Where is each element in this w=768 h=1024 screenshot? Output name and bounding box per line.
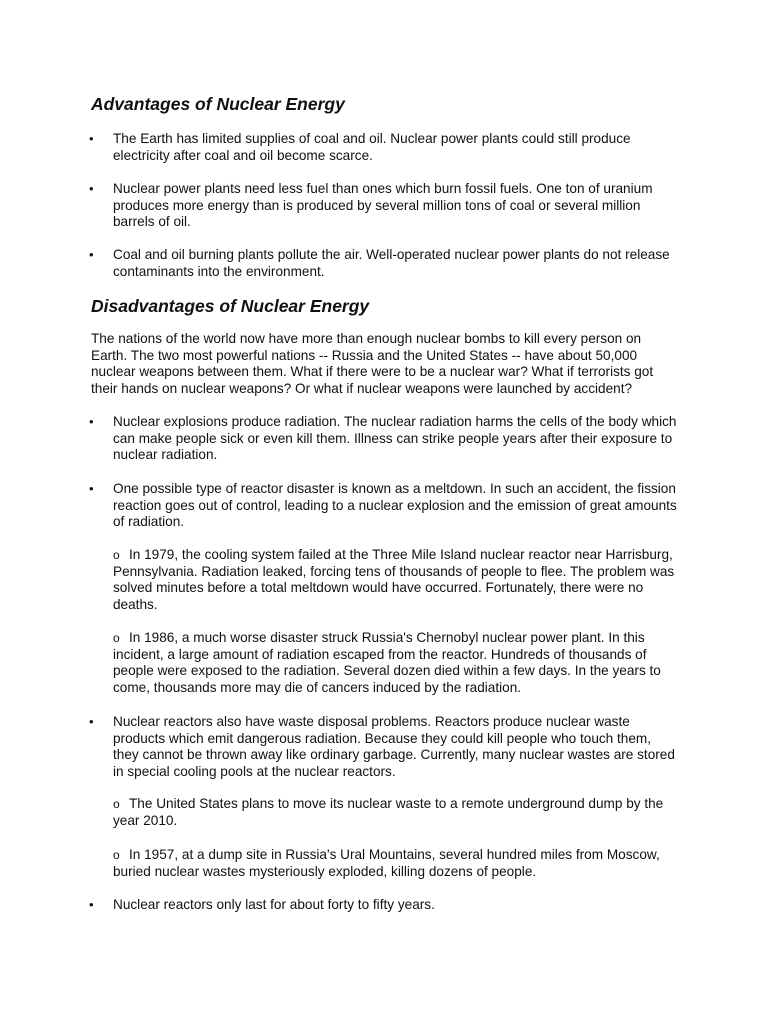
disadvantage-item-text: Nuclear reactors only last for about forty to fifty years. (113, 897, 435, 912)
disadvantage-subitem (113, 547, 679, 613)
bullet-marker: • (89, 714, 94, 729)
disadvantage-subitem (113, 796, 679, 829)
disadvantage-subitem (113, 630, 679, 696)
disadvantages-intro: The nations of the world now have more than enough nuclear bombs to kill every person on Earth. The two most powerful nations -- Russia and the United States -- have about 50,000 nuclear weapons between them. What if there were to be a nuclear war? What if terrorists got their hands on nuclear weapons? Or what if nuclear weapons were launched by accident? (91, 331, 654, 396)
disadvantage-subitem-text: In 1979, the cooling system failed at the Three Mile Island nuclear reactor near Harrisburg, Pennsylvania. Radiation leaked, forcing tens of thousands of people to flee. The problem was solved minutes before a total meltdown would have occurred. Fortunately, there were no deaths. (113, 547, 675, 612)
bullet-marker: • (89, 414, 94, 429)
bullet-marker: • (89, 481, 94, 496)
disadvantage-subitem-text: In 1957, at a dump site in Russia's Ural Mountains, several hundred miles from Moscow, buried nuclear wastes mysteriously exploded, killing dozens of people. (113, 847, 660, 879)
advantages-heading: Advantages of Nuclear Energy (91, 94, 345, 114)
bullet-marker: • (89, 897, 94, 912)
advantage-item-text: Nuclear power plants need less fuel than ones which burn fossil fuels. One ton of uranium produces more energy than is produced by several million tons of coal or several million barrels of oil. (113, 181, 653, 230)
sub-bullet-marker: o (113, 797, 120, 811)
disadvantage-item-text: One possible type of reactor disaster is known as a meltdown. In such an accident, the fission reaction goes out of control, leading to a nuclear explosion and the emission of great amounts of radiation. (113, 481, 677, 530)
bullet-marker: • (89, 131, 94, 146)
sub-bullet-marker: o (113, 631, 120, 645)
disadvantage-subitem-text: The United States plans to move its nuclear waste to a remote underground dump by the year 2010. (113, 796, 664, 828)
disadvantage-subitem (113, 847, 679, 880)
sub-bullet-marker: o (113, 848, 120, 862)
advantage-item-text: Coal and oil burning plants pollute the air. Well-operated nuclear power plants do not release contaminants into the environment. (113, 247, 670, 279)
advantage-item-text: The Earth has limited supplies of coal and oil. Nuclear power plants could still produce electricity after coal and oil become scarce. (113, 131, 631, 163)
disadvantage-item-text: Nuclear reactors also have waste disposal problems. Reactors produce nuclear waste products which emit dangerous radiation. Because they could kill people who touch them, they cannot be thrown away like ordinary garbage. Currently, many nuclear wastes are stored in special cooling pools at the nuclear reactors. (113, 714, 675, 779)
bullet-marker: • (89, 181, 94, 196)
sub-bullet-marker: o (113, 548, 120, 562)
disadvantage-subitem-text: In 1986, a much worse disaster struck Russia's Chernobyl nuclear power plant. In this incident, a large amount of radiation escaped from the reactor. Hundreds of thousands of people were exposed to the radiation. Several dozen died within a few days. In the years to come, thousands more may die of cancers induced by the radiation. (113, 630, 661, 695)
disadvantage-item-text: Nuclear explosions produce radiation. The nuclear radiation harms the cells of the body which can make people sick or even kill them. Illness can strike people years after their exposure to nuclear radiation. (113, 414, 677, 463)
disadvantages-heading: Disadvantages of Nuclear Energy (91, 296, 370, 316)
bullet-marker: • (89, 247, 94, 262)
